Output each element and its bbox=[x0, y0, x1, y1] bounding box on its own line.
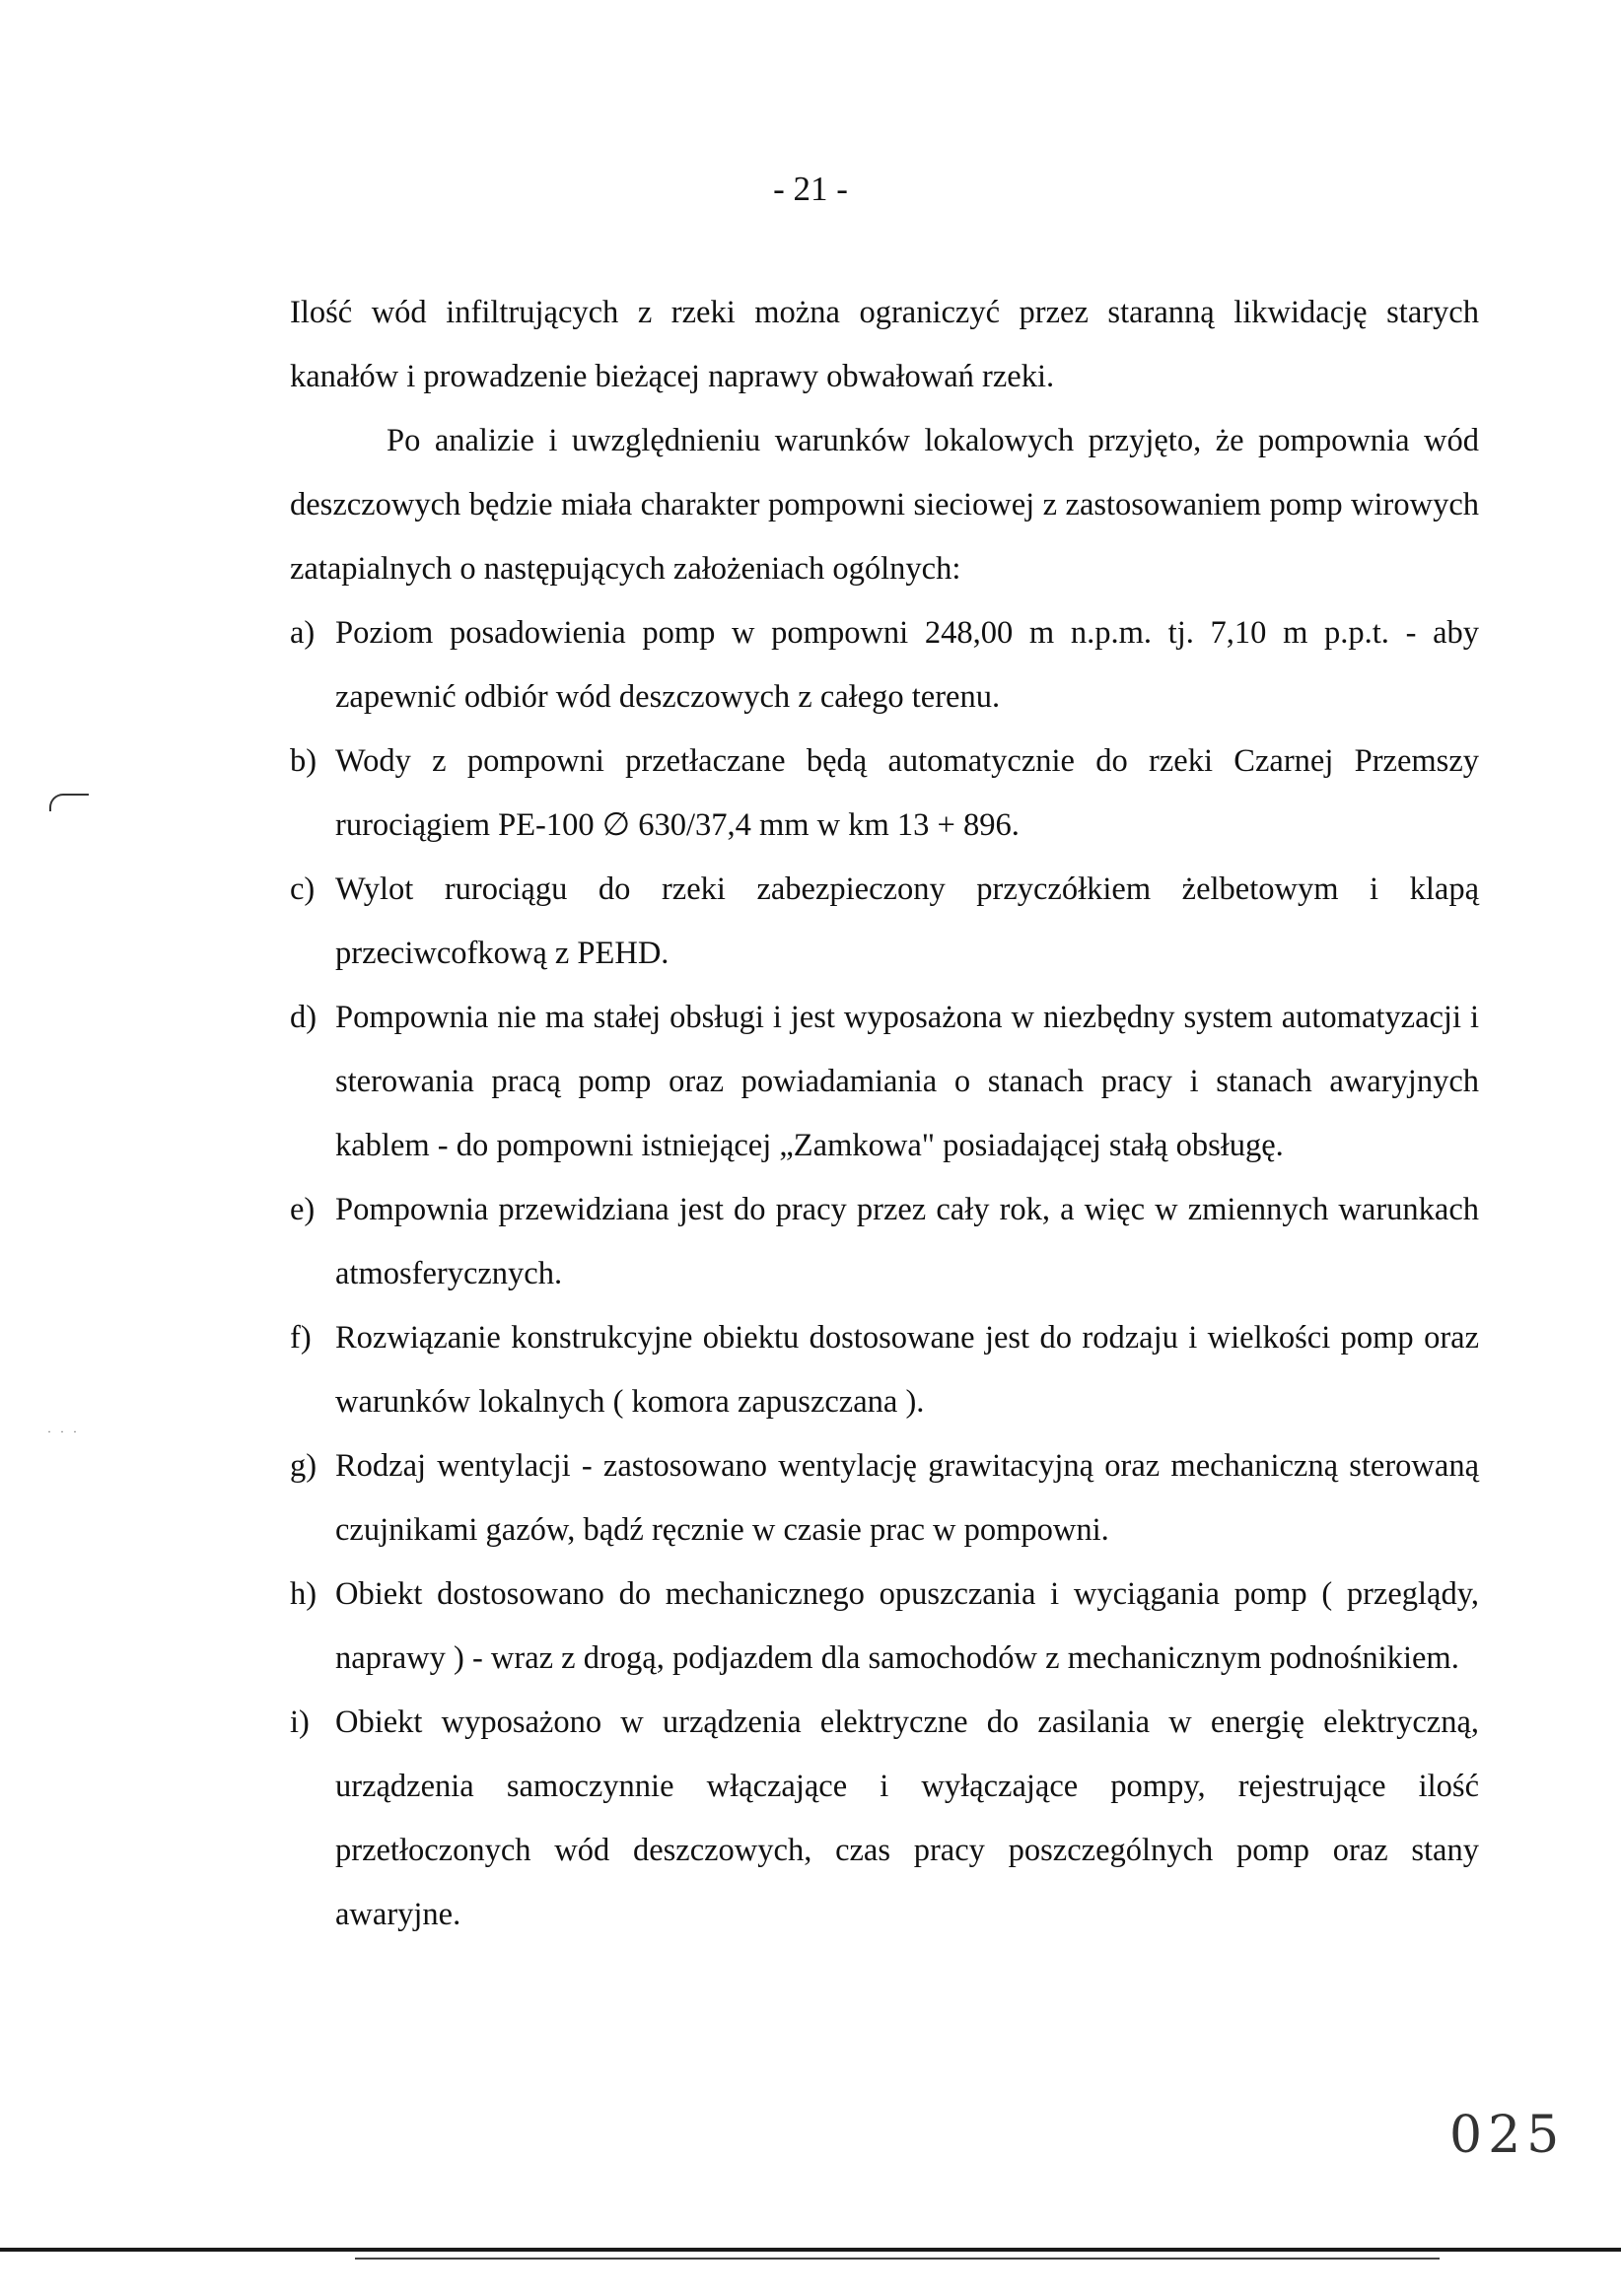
list-item bbox=[290, 858, 1479, 986]
list-item bbox=[290, 1563, 1479, 1691]
list-item bbox=[290, 1306, 1479, 1434]
list-item-text: Wody z pompowni przetłaczane będą automatycznie do rzeki Czarnej Przemszy rurociągiem PE-100 ∅ 630/37,4 mm w km 13 + 896. bbox=[335, 743, 1479, 843]
bottom-scan-edge bbox=[0, 2248, 1621, 2252]
list-marker: e) bbox=[290, 1192, 316, 1227]
list-item-text: Poziom posadowienia pomp w pompowni 248,00 m n.p.m. tj. 7,10 m p.p.t. - aby zapewnić odbiór wód deszczowych z całego terenu. bbox=[335, 615, 1479, 715]
list-item bbox=[290, 986, 1479, 1178]
list-item-text: Rozwiązanie konstrukcyjne obiektu dostosowane jest do rodzaju i wielkości pomp oraz warunków lokalnych ( komora zapuszczana ). bbox=[335, 1320, 1479, 1420]
list-marker: f) bbox=[290, 1320, 312, 1356]
page-stamp: 025 bbox=[1449, 2106, 1566, 2165]
list-marker: i) bbox=[290, 1705, 310, 1740]
paragraph-infiltration: Ilość wód infiltrujących z rzeki można ograniczyć przez staranną likwidację starych kanałów i prowadzenie bieżącej naprawy obwałowań rzeki. bbox=[290, 295, 1479, 394]
list-item-text: Obiekt wyposażono w urządzenia elektryczne do zasilania w energię elektryczną, urządzenia samoczynnie włączające i wyłączające pompy, rejestrujące ilość przetłoczonych wód deszczowych, czas pracy poszczególnych pomp oraz stany awaryjne. bbox=[335, 1705, 1479, 1932]
list-item bbox=[290, 601, 1479, 730]
document-body bbox=[290, 281, 1479, 1947]
list-item-text: Wylot rurociągu do rzeki zabezpieczony przyczółkiem żelbetowym i klapą przeciwcofkową z PEHD. bbox=[335, 871, 1479, 971]
assumptions-list bbox=[290, 601, 1479, 1947]
margin-speck-mark: · · · bbox=[47, 1425, 80, 1438]
list-marker: h) bbox=[290, 1576, 317, 1612]
list-item bbox=[290, 1691, 1479, 1947]
paragraph-analysis: Po analizie i uwzględnieniu warunków lokalowych przyjęto, że pompownia wód deszczowych będzie miała charakter pompowni sieciowej z zastosowaniem pomp wirowych zatapialnych o następujących założeniach ogólnych: bbox=[290, 423, 1479, 587]
list-item bbox=[290, 1178, 1479, 1306]
list-item-text: Pompownia przewidziana jest do pracy przez cały rok, a więc w zmiennych warunkach atmosferycznych. bbox=[335, 1192, 1479, 1291]
bottom-scan-edge-secondary bbox=[355, 2258, 1440, 2260]
margin-pen-mark bbox=[49, 794, 89, 811]
list-marker: a) bbox=[290, 615, 316, 651]
list-item-text: Pompownia nie ma stałej obsługi i jest wyposażona w niezbędny system automatyzacji i sterowania pracą pomp oraz powiadamiania o stanach pracy i stanach awaryjnych kablem - do pompowni istniejącej „Zamkowa" posiadającej stałą obsługę. bbox=[335, 1000, 1479, 1163]
list-item bbox=[290, 730, 1479, 858]
list-marker: c) bbox=[290, 871, 316, 907]
list-marker: b) bbox=[290, 743, 317, 779]
list-marker: g) bbox=[290, 1448, 317, 1484]
list-item-text: Rodzaj wentylacji - zastosowano wentylację grawitacyjną oraz mechaniczną sterowaną czujnikami gazów, bądź ręcznie w czasie prac w pompowni. bbox=[335, 1448, 1479, 1548]
page-number: - 21 - bbox=[773, 170, 848, 208]
list-marker: d) bbox=[290, 1000, 317, 1035]
list-item-text: Obiekt dostosowano do mechanicznego opuszczania i wyciągania pomp ( przeglądy, naprawy ) - wraz z drogą, podjazdem dla samochodów z mechanicznym podnośnikiem. bbox=[335, 1576, 1479, 1676]
list-item bbox=[290, 1434, 1479, 1563]
